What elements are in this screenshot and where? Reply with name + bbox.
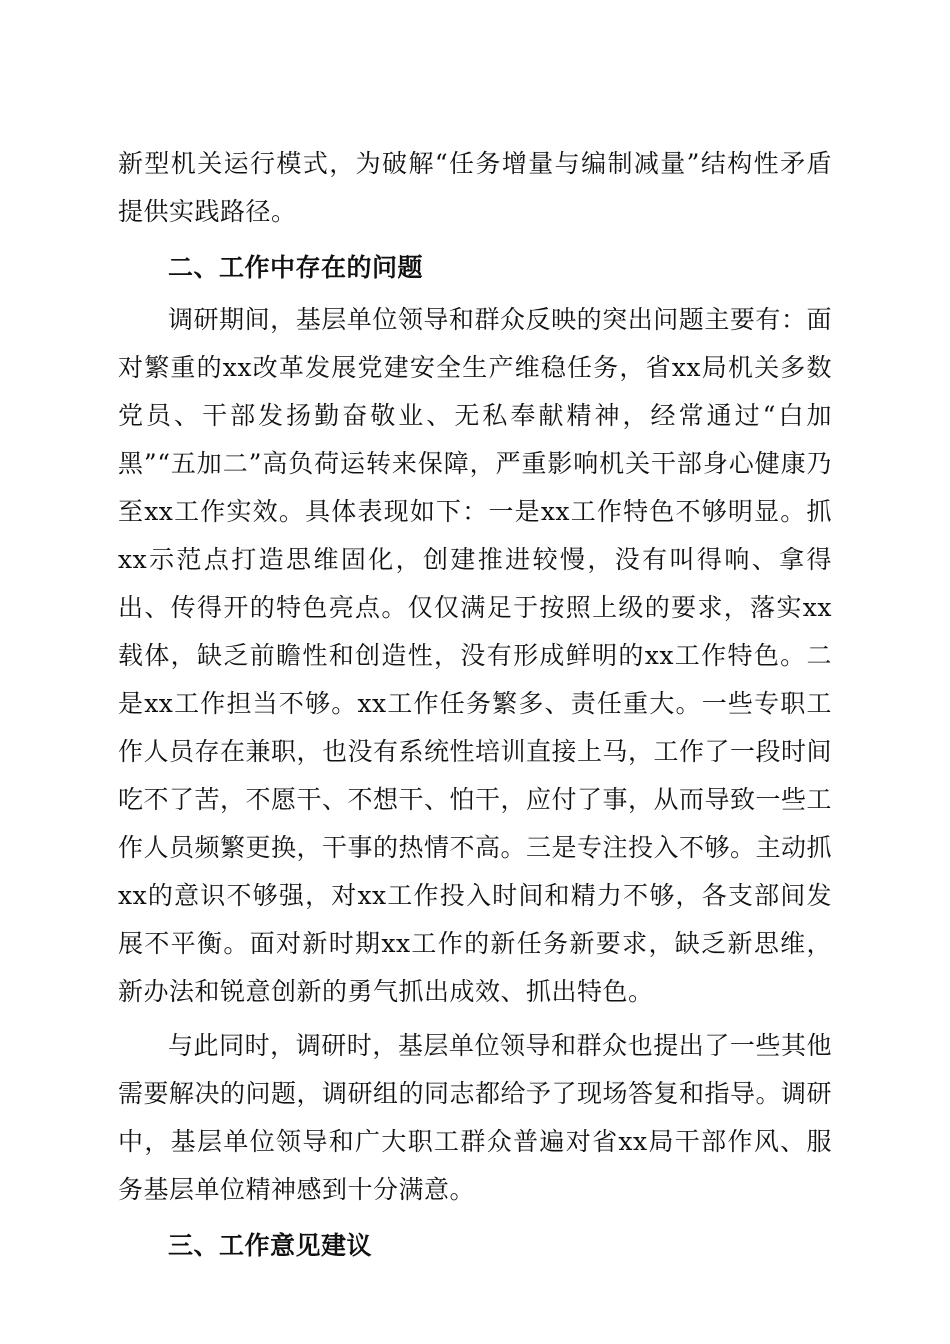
paragraph-other-issues: 与此同时，调研时，基层单位领导和群众也提出了一些其他需要解决的问题，调研组的同志都给予了现场答复和指导。调研中，基层单位领导和广大职工群众普遍对省xx局干部作风、服务基层单位精神感到十分满意。 — [118, 1031, 833, 1204]
section-heading-problems: 二、工作中存在的问题 — [168, 253, 424, 282]
paragraph-problems-detail: 调研期间，基层单位领导和群众反映的突出问题主要有：面对繁重的xx改革发展党建安全生产维稳任务，省xx局机关多数党员、干部发扬勤奋敬业、无私奉献精神，经常通过“白加黑”“五加二”高负荷运转来保障，严重影响机关干部身心健康乃至xx工作实效。具体表现如下：一是xx工作特色不够明显。抓xx示范点打造思维固化，创建推进较慢，没有叫得响、拿得出、传得开的特色亮点。仅仅满足于按照上级的要求，落实xx载体，缺乏前瞻性和创造性，没有形成鲜明的xx工作特色。二是xx工作担当不够。xx工作任务繁多、责任重大。一些专职工作人员存在兼职，也没有系统性培训直接上马，工作了一段时间吃不了苦，不愿干、不想干、怕干，应付了事，从而导致一些工作人员频繁更换，干事的热情不高。三是专注投入不够。主动抓xx的意识不够强，对xx工作投入时间和精力不够，各支部间发展不平衡。面对新时期xx工作的新任务新要求，缺乏新思维，新办法和锐意创新的勇气抓出成效、抓出特色。 — [118, 305, 833, 1006]
document-body — [118, 140, 832, 1274]
paragraph-continuation: 新型机关运行模式，为破解“任务增量与编制减量”结构性矛盾提供实践路径。 — [118, 149, 832, 226]
section-heading-suggestions: 三、工作意见建议 — [168, 1231, 373, 1260]
